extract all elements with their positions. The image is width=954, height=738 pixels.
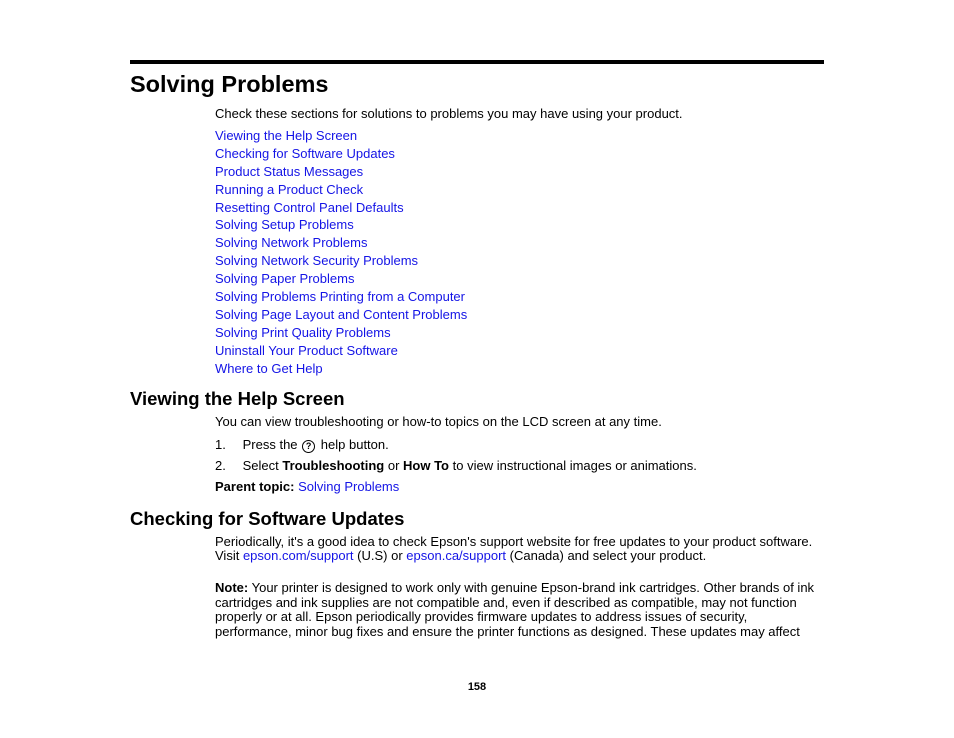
section-title-help: Viewing the Help Screen: [130, 388, 345, 409]
step-text: help button.: [320, 437, 389, 452]
intro-text: Check these sections for solutions to problems you may have using your product.: [215, 106, 683, 121]
parent-topic-label: Parent topic:: [215, 479, 295, 494]
toc-item: [215, 252, 467, 270]
heading-rule: [130, 60, 824, 64]
toc-list: [215, 127, 467, 377]
epson-us-link[interactable]: epson.com/support: [242, 548, 354, 563]
note-line-3: properly or at all. Epson periodically provides firmware updates to address issues of security,: [215, 609, 748, 624]
toc-link-get-help[interactable]: Where to Get Help: [215, 360, 323, 376]
toc-link-network-security[interactable]: Solving Network Security Problems: [215, 253, 419, 269]
toc-link-page-layout[interactable]: Solving Page Layout and Content Problems: [215, 306, 468, 322]
toc-link-network-problems[interactable]: Solving Network Problems: [215, 235, 368, 251]
toc-link-status-messages[interactable]: Product Status Messages: [215, 163, 364, 179]
toc-item: [215, 145, 467, 163]
toc-item: [215, 324, 467, 342]
parent-topic-link[interactable]: Solving Problems: [298, 479, 400, 494]
note-line-2: cartridges and ink supplies are not compatible and, even if described as compatible, may not function: [215, 594, 797, 610]
toc-link-uninstall[interactable]: Uninstall Your Product Software: [215, 342, 398, 358]
toc-item: [215, 181, 467, 199]
toc-link-software-updates[interactable]: Checking for Software Updates: [215, 145, 395, 161]
step-text: or: [387, 458, 400, 473]
toc-link-product-check[interactable]: Running a Product Check: [215, 181, 364, 197]
help-button-icon: ?: [302, 440, 315, 453]
step-text: to view instructional images or animations.: [452, 458, 697, 473]
updates-text: Visit: [215, 548, 240, 563]
toc-item: [215, 199, 467, 217]
step-2: [215, 458, 697, 473]
ui-term-troubleshooting: Troubleshooting: [282, 458, 385, 473]
updates-line-2: [215, 549, 706, 564]
step-1: [215, 437, 389, 453]
parent-topic: [215, 480, 399, 495]
updates-line-1: Periodically, it's a good idea to check Epson's support website for free updates to your product software.: [215, 534, 813, 549]
page-title: Solving Problems: [130, 71, 329, 97]
toc-item: [215, 360, 467, 378]
step-number: 2.: [215, 458, 226, 473]
toc-item: [215, 163, 467, 181]
toc-link-viewing-help[interactable]: Viewing the Help Screen: [215, 128, 358, 143]
note-label: Note:: [215, 580, 249, 595]
toc-link-resetting-defaults[interactable]: Resetting Control Panel Defaults: [215, 199, 404, 215]
note-line-1: [215, 581, 814, 596]
toc-link-print-quality[interactable]: Solving Print Quality Problems: [215, 324, 391, 340]
note-line-4: performance, minor bug fixes and ensure the printer functions as designed. These updates may affect: [215, 623, 800, 639]
toc-item: [215, 270, 467, 288]
toc-link-printing-computer[interactable]: Solving Problems Printing from a Computer: [215, 289, 465, 305]
updates-text: (U.S) or: [357, 548, 403, 563]
step-number: 1.: [215, 437, 226, 452]
note-text: Your printer is designed to work only with genuine Epson-brand ink cartridges. Other brands of ink: [251, 580, 815, 595]
toc-item: [215, 342, 467, 360]
step-text: Select: [242, 458, 279, 473]
ui-term-how-to: How To: [403, 458, 450, 473]
toc-item: [215, 306, 467, 324]
toc-link-paper-problems[interactable]: Solving Paper Problems: [215, 271, 355, 287]
toc-link-setup-problems[interactable]: Solving Setup Problems: [215, 217, 354, 233]
step-text: Press the: [242, 437, 298, 452]
page-number: 158: [467, 681, 487, 693]
epson-ca-link[interactable]: epson.ca/support: [406, 548, 507, 563]
toc-item: [215, 288, 467, 306]
toc-item: [215, 216, 467, 234]
help-intro: You can view troubleshooting or how-to topics on the LCD screen at any time.: [215, 414, 662, 429]
updates-text: (Canada) and select your product.: [509, 548, 707, 563]
toc-item: [215, 234, 467, 252]
section-title-updates: Checking for Software Updates: [130, 508, 405, 529]
toc-item: [215, 127, 467, 145]
